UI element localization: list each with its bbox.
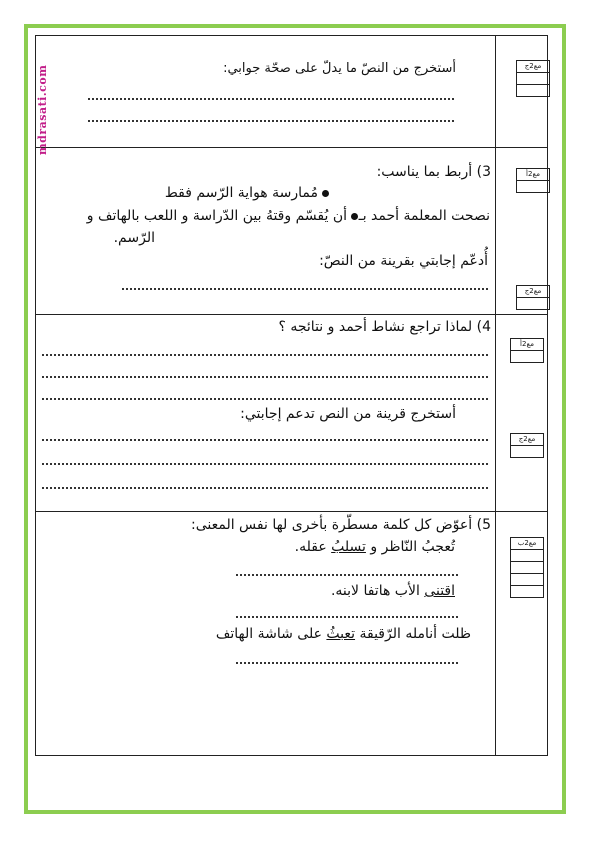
grade-box [510, 338, 544, 363]
grade-cell[interactable] [511, 351, 543, 362]
grade-cell[interactable] [511, 562, 543, 574]
grade-criterion: مع2ج [517, 61, 549, 73]
grade-box [516, 60, 550, 97]
bullet-icon[interactable] [322, 190, 329, 197]
answer-line[interactable] [42, 374, 488, 378]
grade-criterion: مع2أ [511, 339, 543, 351]
underlined-word: اقتنى [424, 583, 455, 599]
answer-line[interactable] [236, 614, 458, 618]
s3-support-prompt: أستخرج قرينة من النص تدعم إجابتي: [240, 406, 456, 422]
answer-line[interactable] [236, 572, 458, 576]
match-option-1: مُمارسة هواية الرّسم فقط [165, 184, 333, 202]
grade-cell[interactable] [511, 550, 543, 562]
underlined-word: تسلبُ [331, 539, 366, 555]
grade-criterion: مع2ب [511, 538, 543, 550]
grade-criterion: مع2ج [511, 434, 543, 446]
underlined-word: تعبثُ [326, 626, 356, 642]
q4-title: 4) لماذا تراجع نشاط أحمد و نتائجه ؟ [278, 319, 491, 335]
match-option-2: أن يُقسّم وقتهُ بين الدّراسة و اللعب بالهاتف و [87, 207, 362, 225]
s1-prompt: أستخرج من النصّ ما يدلّ على صحّة جوابي: [223, 61, 456, 76]
answer-line[interactable] [42, 396, 488, 400]
sentence-2: اقتنى الأب هاتفا لابنه. [330, 583, 455, 599]
grade-cell[interactable] [517, 181, 549, 192]
match-left-item: نصحت المعلمة أحمد بـ [358, 208, 490, 224]
q3-title: 3) أربط بما يناسب: [376, 164, 491, 180]
answer-line[interactable] [122, 286, 488, 290]
grade-box [510, 433, 544, 458]
sentence-3: ظلت أنامله الرّقيقة تعبثُ على شاشة الهاتف [215, 626, 471, 642]
grade-cell[interactable] [517, 298, 549, 309]
grade-box [510, 537, 544, 598]
grade-cell[interactable] [511, 446, 543, 457]
grade-box [516, 168, 550, 193]
answer-line[interactable] [88, 118, 454, 122]
grade-criterion: مع2ج [517, 286, 549, 298]
answer-line[interactable] [88, 96, 454, 100]
grade-cell[interactable] [511, 574, 543, 586]
grade-criterion: مع2أ [517, 169, 549, 181]
answer-line[interactable] [42, 437, 488, 441]
sentence-1: تُعجبُ النّاظر و تسلبُ عقله. [294, 539, 455, 555]
answer-line[interactable] [42, 352, 488, 356]
grade-cell[interactable] [517, 85, 549, 96]
q5-title: 5) أعوّض كل كلمة مسطّرة بأخرى لها نفس المعنى: [190, 517, 491, 533]
match-option-2-cont: الرّسم. [113, 230, 155, 246]
s2-support-prompt: أُدعّم إجابتي بقرينة من النصّ: [319, 253, 488, 269]
watermark: mdrasati.com [36, 64, 49, 156]
row-divider [35, 147, 548, 148]
answer-line[interactable] [42, 485, 488, 489]
mark-column-divider [495, 35, 496, 756]
bullet-icon[interactable] [351, 213, 358, 220]
answer-line[interactable] [236, 660, 458, 664]
answer-line[interactable] [42, 461, 488, 465]
grade-cell[interactable] [517, 73, 549, 85]
row-divider [35, 314, 548, 315]
grade-cell[interactable] [511, 586, 543, 597]
grade-box [516, 285, 550, 310]
row-divider [35, 511, 548, 512]
